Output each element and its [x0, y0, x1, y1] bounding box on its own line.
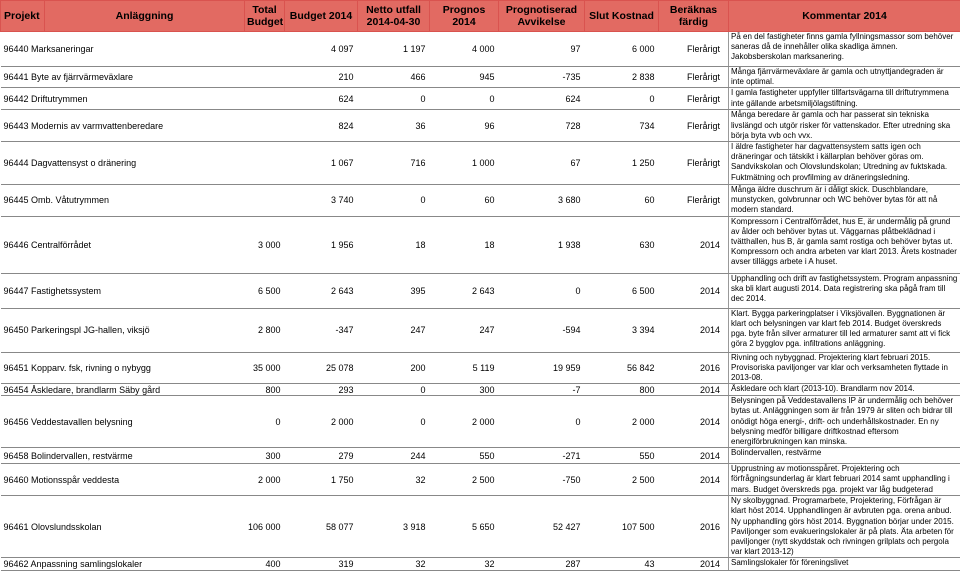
fardig-cell: Flerårigt [659, 110, 729, 142]
fardig-cell: 2014 [659, 464, 729, 496]
table-row [1, 496, 960, 558]
netto-utfall-cell: 18 [358, 216, 430, 273]
kommentar-cell: Upprustning av motionsspåret. Projektering och förfrågningsunderlag är klart februari 2014 samt upphandling i mars. Budget överskreds pga. projekt var låg budgeterad [729, 464, 960, 496]
slut-kostnad-cell: 6 500 [585, 273, 659, 308]
netto-utfall-cell: 3 918 [358, 496, 430, 558]
fardig-cell: Flerårigt [659, 88, 729, 110]
fardig-cell: Flerårigt [659, 185, 729, 217]
avvikelse-cell: 0 [499, 273, 585, 308]
fardig-cell: 2014 [659, 558, 729, 571]
avvikelse-cell: 624 [499, 88, 585, 110]
prognos-cell: 550 [430, 448, 499, 464]
col-header-kommentar: Kommentar 2014 [729, 1, 960, 32]
total-budget-cell: 6 500 [245, 273, 285, 308]
row-name-cell: 96447 Fastighetssystem [1, 273, 245, 308]
slut-kostnad-cell: 107 500 [585, 496, 659, 558]
fardig-cell: 2014 [659, 384, 729, 396]
prognos-cell: 300 [430, 384, 499, 396]
budget-2014-cell: 824 [285, 110, 358, 142]
avvikelse-cell: 67 [499, 142, 585, 185]
slut-kostnad-cell: 2 500 [585, 464, 659, 496]
avvikelse-cell: -750 [499, 464, 585, 496]
slut-kostnad-cell: 800 [585, 384, 659, 396]
prognos-cell: 96 [430, 110, 499, 142]
table-row [1, 308, 960, 352]
slut-kostnad-cell: 6 000 [585, 32, 659, 67]
budget-2014-cell: -347 [285, 308, 358, 352]
col-header-projekt: Projekt [1, 1, 45, 32]
total-budget-cell: 3 000 [245, 216, 285, 273]
kommentar-cell: Klart. Bygga parkeringplatser i Viksjövallen. Byggnationen är klart och belysningen var klart feb 2014. Budget överskreds pga. byte från silver armaturer till led armaturer samt att vi fick göra 2 bygglov pga. infiltrations anläggning. [729, 308, 960, 352]
avvikelse-cell: 52 427 [499, 496, 585, 558]
avvikelse-cell: 3 680 [499, 185, 585, 217]
table-row [1, 396, 960, 448]
table-row [1, 384, 960, 396]
netto-utfall-cell: 36 [358, 110, 430, 142]
col-header-prognos: Prognos 2014 [430, 1, 499, 32]
netto-utfall-cell: 247 [358, 308, 430, 352]
netto-utfall-cell: 0 [358, 396, 430, 448]
netto-utfall-cell: 1 197 [358, 32, 430, 67]
netto-utfall-cell: 32 [358, 464, 430, 496]
row-name-cell: 96443 Modernis av varmvattenberedare [1, 110, 245, 142]
kommentar-cell: Kompressorn i Centralförrådet, hus E, är undermålig på grund av ålder och behöver bytas ut. Väggarnas plåtbeklädnad i tvätthallen, hus B, är gamla samt rostiga och behöver bytas ut. Kompressorn och andra arbeten var klart 2013. Årets kostnader avser tilläggs arbete i A huset. [729, 216, 960, 273]
col-header-fardig: Beräknas färdig [659, 1, 729, 32]
total-budget-cell: 2 800 [245, 308, 285, 352]
avvikelse-cell: -735 [499, 67, 585, 88]
row-name-cell: 96451 Kopparv. fsk, rivning o nybygg [1, 352, 245, 384]
slut-kostnad-cell: 56 842 [585, 352, 659, 384]
budget-2014-cell: 1 956 [285, 216, 358, 273]
prognos-cell: 4 000 [430, 32, 499, 67]
fardig-cell: Flerårigt [659, 32, 729, 67]
budget-2014-cell: 3 740 [285, 185, 358, 217]
col-header-avvikelse: Prognotiserad Avvikelse [499, 1, 585, 32]
kommentar-cell: Många fjärrvärmeväxlare är gamla och utnyttjandegraden är inte optimal. [729, 67, 960, 88]
table-row [1, 464, 960, 496]
row-name-cell: 96456 Veddestavallen belysning [1, 396, 245, 448]
table-row [1, 216, 960, 273]
total-budget-cell: 106 000 [245, 496, 285, 558]
fardig-cell: Flerårigt [659, 142, 729, 185]
netto-utfall-cell: 466 [358, 67, 430, 88]
fardig-cell: 2014 [659, 448, 729, 464]
slut-kostnad-cell: 2 000 [585, 396, 659, 448]
avvikelse-cell: -594 [499, 308, 585, 352]
netto-utfall-cell: 0 [358, 384, 430, 396]
kommentar-cell: Upphandling och drift av fastighetssystem. Program anpassning ska bli klart augusti 2014. Data registrering ska pågå fram till dec 2014. [729, 273, 960, 308]
avvikelse-cell: 0 [499, 396, 585, 448]
total-budget-cell [245, 142, 285, 185]
table-row [1, 32, 960, 67]
fardig-cell: 2014 [659, 308, 729, 352]
slut-kostnad-cell: 734 [585, 110, 659, 142]
netto-utfall-cell: 32 [358, 558, 430, 571]
slut-kostnad-cell: 60 [585, 185, 659, 217]
total-budget-cell: 35 000 [245, 352, 285, 384]
row-name-cell: 96461 Olovslundsskolan [1, 496, 245, 558]
slut-kostnad-cell: 630 [585, 216, 659, 273]
prognos-cell: 5 650 [430, 496, 499, 558]
kommentar-cell: I gamla fastigheter uppfyller tillfartsvägarna till driftutrymmena inte gällande arbetsmiljölagstiftning. [729, 88, 960, 110]
fardig-cell: Flerårigt [659, 67, 729, 88]
budget-2014-cell: 1 750 [285, 464, 358, 496]
row-name-cell: 96440 Marksaneringar [1, 32, 245, 67]
fardig-cell: 2014 [659, 396, 729, 448]
kommentar-cell: Samlingslokaler för föreningslivet [729, 558, 960, 571]
netto-utfall-cell: 0 [358, 185, 430, 217]
budget-2014-cell: 293 [285, 384, 358, 396]
kommentar-cell: Många äldre duschrum är i dåligt skick. Duschblandare, munstycken, golvbrunnar och WC behöver bytas för att nå modern standard. [729, 185, 960, 217]
col-header-anlaggning: Anläggning [45, 1, 245, 32]
budget-2014-cell: 4 097 [285, 32, 358, 67]
prognos-cell: 2 643 [430, 273, 499, 308]
total-budget-cell: 2 000 [245, 464, 285, 496]
netto-utfall-cell: 395 [358, 273, 430, 308]
budget-2014-cell: 2 000 [285, 396, 358, 448]
row-name-cell: 96458 Bolindervallen, restvärme [1, 448, 245, 464]
netto-utfall-cell: 244 [358, 448, 430, 464]
total-budget-cell [245, 110, 285, 142]
budget-2014-cell: 25 078 [285, 352, 358, 384]
slut-kostnad-cell: 2 838 [585, 67, 659, 88]
total-budget-cell [245, 67, 285, 88]
total-budget-cell: 400 [245, 558, 285, 571]
col-header-budget-2014: Budget 2014 [285, 1, 358, 32]
avvikelse-cell: 728 [499, 110, 585, 142]
prognos-cell: 2 000 [430, 396, 499, 448]
table-row [1, 110, 960, 142]
kommentar-cell: Ny skolbyggnad. Programarbete, Projektering, Förfrågan är klart höst 2014. Upphandlingen är avbruten pga. orena anbud. Ny upphandling görs höst 2014. Byggnation börjar under 2015. Paviljonger som evakueringslokaler är på plats. Äta arbeten för paviljonger (nytt skyddstak och rivningen grilplats och pergola var klart 2013-12) [729, 496, 960, 558]
avvikelse-cell: -271 [499, 448, 585, 464]
kommentar-cell: I äldre fastigheter har dagvattensystem satts igen och dräneringar och tätskikt i källarplan behöver göras om. Sandvikskolan och Olovslundskolan; Utredning av fuktskada. Fuktmätning och provfilming av dräneringsledning. [729, 142, 960, 185]
prognos-cell: 1 000 [430, 142, 499, 185]
kommentar-cell: Rivning och nybyggnad. Projektering klart februari 2015. Provisoriska paviljonger var klar och verksamheten flyttade in 2013-08. [729, 352, 960, 384]
slut-kostnad-cell: 1 250 [585, 142, 659, 185]
avvikelse-cell: 97 [499, 32, 585, 67]
prognos-cell: 60 [430, 185, 499, 217]
netto-utfall-cell: 716 [358, 142, 430, 185]
table-row [1, 273, 960, 308]
table-row [1, 558, 960, 571]
prognos-cell: 5 119 [430, 352, 499, 384]
netto-utfall-cell: 200 [358, 352, 430, 384]
fardig-cell: 2014 [659, 216, 729, 273]
budget-2014-cell: 1 067 [285, 142, 358, 185]
budget-2014-cell: 319 [285, 558, 358, 571]
slut-kostnad-cell: 43 [585, 558, 659, 571]
row-name-cell: 96462 Anpassning samlingslokaler [1, 558, 245, 571]
row-name-cell: 96444 Dagvattensyst o dränering [1, 142, 245, 185]
row-name-cell: 96446 Centralförrådet [1, 216, 245, 273]
col-header-total-budget: Total Budget [245, 1, 285, 32]
table-row [1, 142, 960, 185]
total-budget-cell [245, 88, 285, 110]
slut-kostnad-cell: 550 [585, 448, 659, 464]
row-name-cell: 96441 Byte av fjärrvärmeväxlare [1, 67, 245, 88]
budget-2014-cell: 2 643 [285, 273, 358, 308]
kommentar-cell: Bolindervallen, restvärme [729, 448, 960, 464]
row-name-cell: 96445 Omb. Våtutrymmen [1, 185, 245, 217]
col-header-slut-kostnad: Slut Kostnad [585, 1, 659, 32]
fardig-cell: 2016 [659, 496, 729, 558]
fardig-cell: 2014 [659, 273, 729, 308]
header-row [1, 1, 960, 32]
slut-kostnad-cell: 0 [585, 88, 659, 110]
total-budget-cell [245, 32, 285, 67]
row-name-cell: 96460 Motionsspår veddesta [1, 464, 245, 496]
kommentar-cell: Många beredare är gamla och har passerat sin tekniska livslängd och utgör risker för vattenskador. Efter utredning ska börja byta vvb och vvx. [729, 110, 960, 142]
budget-2014-cell: 210 [285, 67, 358, 88]
prognos-cell: 18 [430, 216, 499, 273]
row-name-cell: 96442 Driftutrymmen [1, 88, 245, 110]
kommentar-cell: På en del fastigheter finns gamla fyllningsmassor som behöver saneras då de innehåller olika skadliga ämnen. Jakobsberskolan marksanering. [729, 32, 960, 67]
total-budget-cell: 800 [245, 384, 285, 396]
table-row [1, 67, 960, 88]
table-row [1, 88, 960, 110]
col-header-netto-utfall: Netto utfall 2014-04-30 [358, 1, 430, 32]
prognos-cell: 0 [430, 88, 499, 110]
budget-2014-cell: 279 [285, 448, 358, 464]
table-row [1, 185, 960, 217]
budget-2014-cell: 58 077 [285, 496, 358, 558]
kommentar-cell: Åskledare och klart (2013-10). Brandlarm nov 2014. [729, 384, 960, 396]
row-name-cell: 96450 Parkeringspl JG-hallen, viksjö [1, 308, 245, 352]
avvikelse-cell: -7 [499, 384, 585, 396]
budget-2014-cell: 624 [285, 88, 358, 110]
netto-utfall-cell: 0 [358, 88, 430, 110]
avvikelse-cell: 1 938 [499, 216, 585, 273]
row-name-cell: 96454 Åskledare, brandlarm Säby gård [1, 384, 245, 396]
prognos-cell: 945 [430, 67, 499, 88]
total-budget-cell [245, 185, 285, 217]
table-row [1, 448, 960, 464]
prognos-cell: 32 [430, 558, 499, 571]
avvikelse-cell: 19 959 [499, 352, 585, 384]
prognos-cell: 2 500 [430, 464, 499, 496]
slut-kostnad-cell: 3 394 [585, 308, 659, 352]
total-budget-cell: 300 [245, 448, 285, 464]
total-budget-cell: 0 [245, 396, 285, 448]
prognos-cell: 247 [430, 308, 499, 352]
table-row [1, 352, 960, 384]
fardig-cell: 2016 [659, 352, 729, 384]
avvikelse-cell: 287 [499, 558, 585, 571]
kommentar-cell: Belysningen på Veddestavallens IP är undermålig och behöver bytas ut. Anläggningen som är från 1979 är sliten och bidrar till onödigt höga energi-, drift- och underhållskostnader. En ny belysning medför billigare driftkostnad eftersom energiförbrukningen kan minska. [729, 396, 960, 448]
